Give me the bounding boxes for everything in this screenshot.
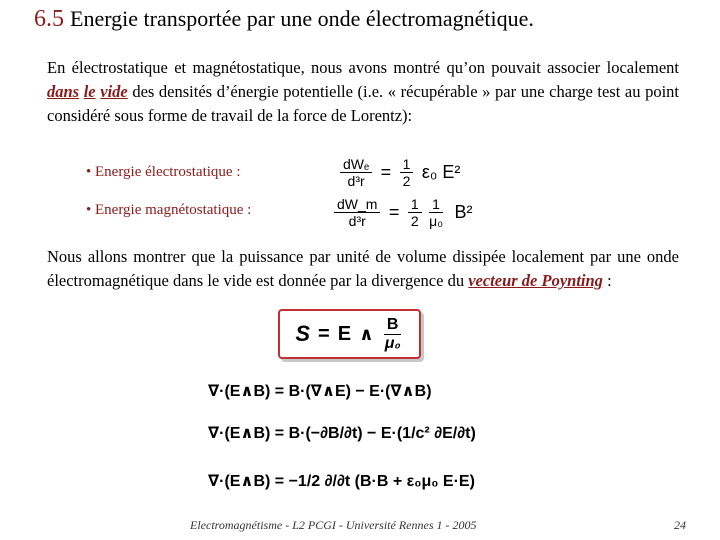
bullet-electrostatic: • Energie électrostatique : xyxy=(86,164,241,180)
bullet-magnetostatic: • Energie magnétostatique : xyxy=(86,202,252,218)
eq1-lhs: $\frac{\text{dWₑ}}{\text{d³r}}$ xyxy=(340,156,372,189)
section-title: Energie transportée par une onde électromagnétique. xyxy=(70,6,534,31)
para1-text: En électrostatique et magnétostatique, nous avons montré qu’on pouvait associer localement xyxy=(47,58,679,77)
le-word: le xyxy=(83,82,96,101)
page-number: 24 xyxy=(674,518,686,532)
para2-tail: : xyxy=(602,271,612,290)
poynting-formula-box: S = E ∧ $\frac{B}{\text{μ₀}}$ xyxy=(278,309,421,359)
para2-text: Nous allons montrer que la puissance par unité de volume dissipée localement par une onde électromagnétique dans le vide est donnée par la divergence du xyxy=(47,247,679,290)
paragraph-intro xyxy=(47,56,679,128)
identity-3: ∇·(E∧B) = −1/2 ∂/∂t (B·B + ε₀μ₀ E·E) xyxy=(208,473,475,490)
equation-magnetostatic: $\frac{dW\_m}{\text{d³r}}$ = $\frac{1}{2}$ $\frac{1}{\text{μ₀}}$ B² xyxy=(334,196,476,229)
para1-text-end: des densités d’énergie potentielle (i.e. « récupérable » par une charge test au point considéré sous forme de travail de la force de Lorentz): xyxy=(47,82,680,125)
identity-1: ∇·(E∧B) = B·(∇∧E) − E·(∇∧B) xyxy=(208,383,432,400)
paragraph-poynting xyxy=(47,245,679,293)
identity-2: ∇·(E∧B) = B·(−∂B/∂t) − E·(1/c² ∂E/∂t) xyxy=(208,425,476,442)
section-number: 6.5 xyxy=(34,6,64,32)
dans-word: dans xyxy=(47,82,80,101)
eq2-lhs: $\frac{dW\_m}{\text{d³r}}$ xyxy=(334,196,380,229)
footer-text: Electromagnétisme - L2 PCGI - Université Rennes 1 - 2005 xyxy=(190,518,477,532)
page-title xyxy=(34,6,534,33)
poynting-term: vecteur de Poynting xyxy=(468,271,603,290)
equation-electrostatic: $\frac{\text{dWₑ}}{\text{d³r}}$ = $\frac{1}{2}$ ε₀ E² xyxy=(340,156,464,189)
vide-word: vide xyxy=(100,82,128,101)
